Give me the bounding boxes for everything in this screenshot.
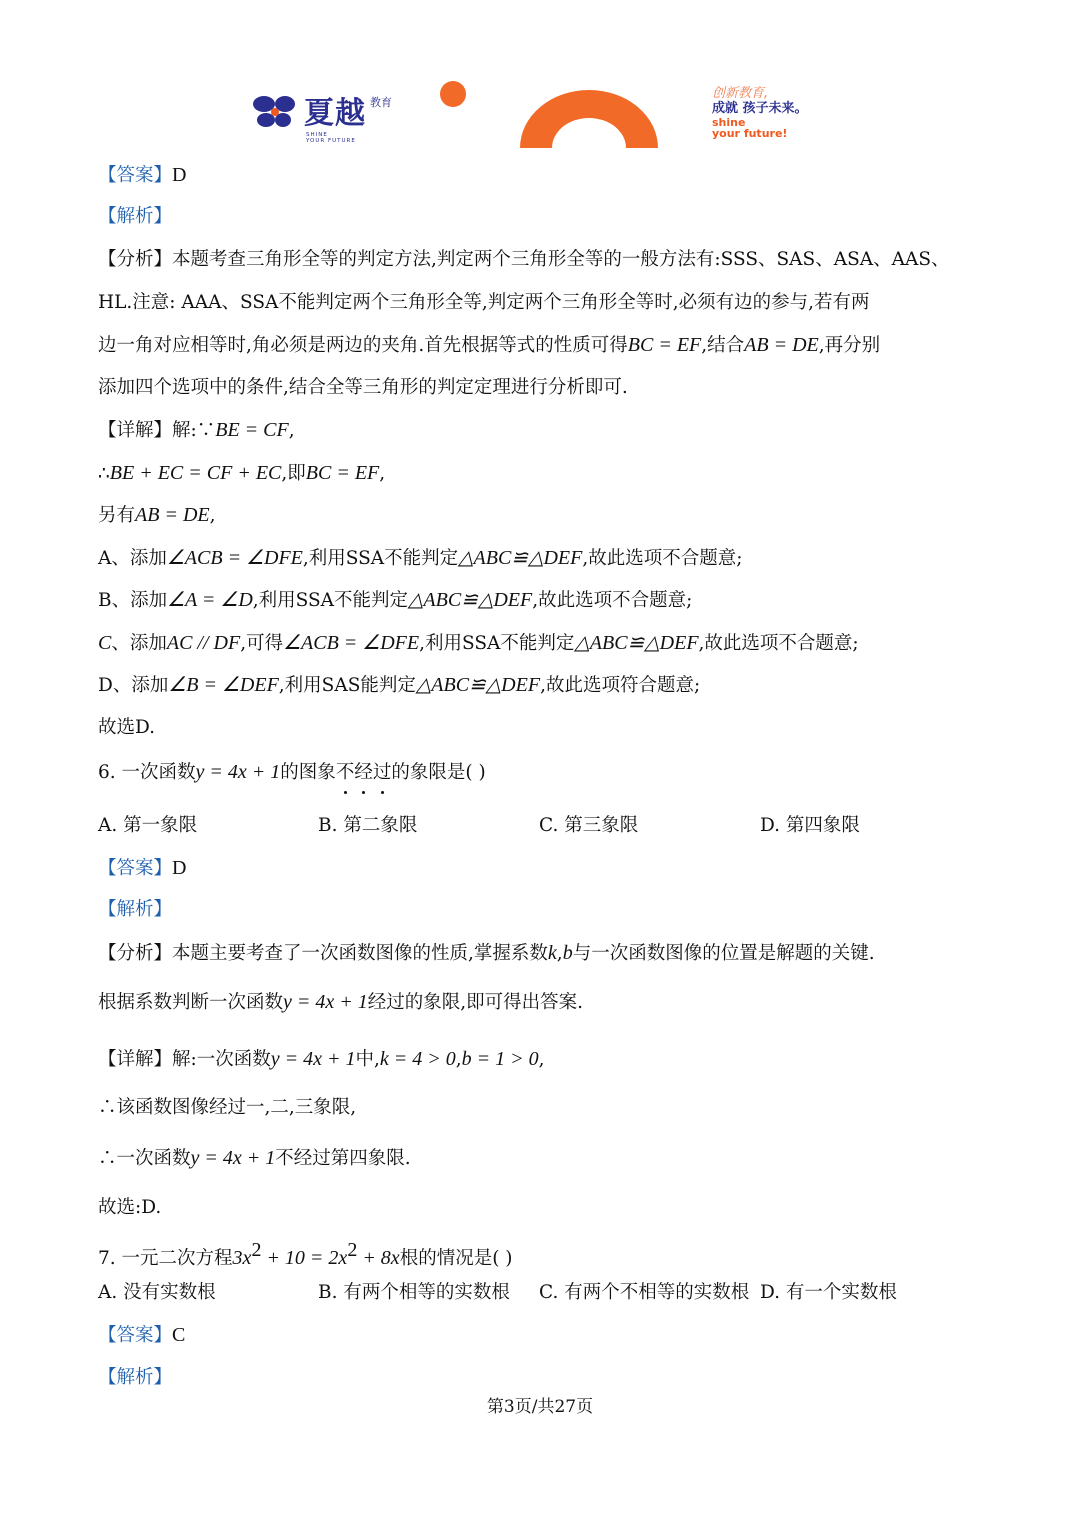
q6-option-c: C. 第三象限 [539,815,639,836]
q5-option-c-explain: C、添加AC // DF,可得∠ACB = ∠DFE,利用SSA不能判定△ABC≌△DEF,故此选项不合题意; [98,632,859,654]
orange-arc-decoration [436,78,666,153]
q6-option-b: B. 第二象限 [318,815,418,836]
q5-detail-line-2: ∴BE + EC = CF + EC,即BC = EF, [98,462,386,484]
q5-conclusion: 故选D. [98,717,156,738]
q5-option-d-explain: D、添加∠B = ∠DEF,利用SAS能判定△ABC≌△DEF,故此选项符合题意; [98,674,701,696]
q6-stem: 6. 一次函数y = 4x + 1的图象不经过的象限是( ) [98,761,486,783]
emphasis-char: 不 [335,762,355,783]
q6-answer: 【答案】D [98,857,187,879]
q6-analysis-tag: 【解析】 [98,899,173,920]
q6-fenxi-line-2: 根据系数判断一次函数y = 4x + 1经过的象限,即可得出答案. [98,991,584,1013]
q5-fenxi-line-2: HL.注意: AAA、SSA不能判定两个三角形全等,判定两个三角形全等时,必须有边的参与,若有两 [98,292,870,313]
q6-detail-line-1: 【详解】解:一次函数y = 4x + 1中,k = 4 > 0,b = 1 > 0, [98,1048,545,1070]
q7-option-d: D. 有一个实数根 [760,1282,897,1303]
emphasis-char: 经 [354,762,373,783]
butterfly-logo-icon [252,92,298,132]
q7-stem: 7. 一元二次方程$3x^2 + 10 = 2x^2 + 8x$根的情况是( ) [98,1239,513,1269]
q5-option-a-explain: A、添加∠ACB = ∠DFE,利用SSA不能判定△ABC≌△DEF,故此选项不合题意; [98,547,743,569]
page-number: 第3页/共27页 [486,1397,594,1417]
logo-text: 夏越 [304,96,366,131]
q6-conclusion: 故选:D. [98,1197,162,1218]
q6-option-d: D. 第四象限 [760,815,860,836]
q5-detail-line-1: 【详解】解:∵BE = CF, [98,419,295,441]
page-header [0,78,1080,158]
q5-fenxi-line-4: 添加四个选项中的条件,结合全等三角形的判定定理进行分析即可. [98,377,628,398]
q7-answer: 【答案】C [98,1324,186,1346]
q5-fenxi-line-3: 边一角对应相等时,角必须是两边的夹角.首先根据等式的性质可得BC = EF,结合AB = DE,再分别 [98,334,881,356]
q5-detail-line-3: 另有AB = DE, [98,504,216,526]
q6-detail-line-3: ∴一次函数y = 4x + 1不经过第四象限. [98,1147,411,1169]
q5-analysis-tag: 【解析】 [98,206,173,227]
q5-option-b-explain: B、添加∠A = ∠D,利用SSA不能判定△ABC≌△DEF,故此选项不合题意; [98,589,693,611]
brand-logo [252,88,412,148]
q5-answer: 【答案】D [98,164,187,186]
q6-option-a: A. 第一象限 [98,815,198,836]
q6-detail-line-2: ∴该函数图像经过一,二,三象限, [98,1097,357,1118]
emphasis-char: 过 [372,762,392,783]
slogan: 创新教育, 成就 孩子未来。 shine your future! [712,86,808,140]
q5-fenxi-line-1: 【分析】本题考查三角形全等的判定方法,判定两个三角形全等的一般方法有:SSS、SAS、ASA、AAS、 [98,249,950,270]
q7-option-c: C. 有两个不相等的实数根 [539,1282,750,1303]
q7-option-b: B. 有两个相等的实数根 [318,1282,510,1303]
q7-option-a: A. 没有实数根 [98,1282,216,1303]
q7-analysis-tag: 【解析】 [98,1367,173,1388]
logo-edu-text: 教育 [370,96,392,109]
q6-fenxi-line-1: 【分析】本题主要考查了一次函数图像的性质,掌握系数k,b与一次函数图像的位置是解题的关键. [98,942,875,964]
logo-english: SHINE YOUR FUTURE [306,132,356,144]
